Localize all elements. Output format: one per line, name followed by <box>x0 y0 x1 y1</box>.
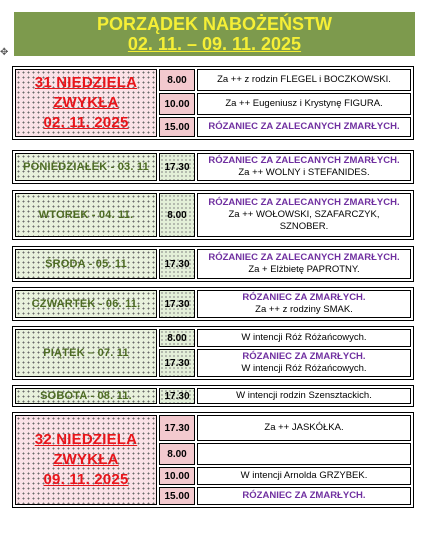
schedule-dates: 02. 11. – 09. 11. 2025 <box>127 34 302 54</box>
mass-time: 17.30 <box>159 349 195 377</box>
mass-row <box>159 329 411 347</box>
mass-time: 17.30 <box>159 153 195 181</box>
mass-intention: RÓZANIEC ZA ZALECANYCH ZMARŁYCH. Za ++ WOŁOWSKI, SZAFARCZYK, SZNOBER. <box>197 193 411 237</box>
mass-time: 8.00 <box>159 329 195 347</box>
day-block-sunday-1 <box>12 66 414 140</box>
mass-row <box>159 69 411 91</box>
mass-time: 17.30 <box>159 388 195 404</box>
mass-intention: W intencji Róż Różańcowych. <box>197 329 411 347</box>
mass-time: 8.00 <box>159 69 195 91</box>
mass-row <box>159 249 411 279</box>
mass-intention: RÓZANIEC ZA ZMARŁYCH. Za ++ z rodziny SMAK. <box>197 290 411 318</box>
day-name-line: 31 NIEDZIELA <box>34 74 138 91</box>
mass-intention: W intencji rodzin Szensztackich. <box>197 388 411 404</box>
day-name: WTOREK - 04. 11. <box>38 209 134 221</box>
day-name-line: ZWYKŁA <box>53 94 119 111</box>
day-name: PIĄTEK – 07. 11 <box>43 347 129 359</box>
mass-time: 17.30 <box>159 415 195 441</box>
mass-row <box>159 349 411 377</box>
day-date-line: 02. 11. 2025 <box>43 114 129 131</box>
mass-row <box>159 290 411 318</box>
mass-intention: Za ++ Eugeniusz i Krystynę FIGURA. <box>197 93 411 115</box>
mass-row <box>159 467 411 485</box>
day-label-cell <box>15 415 157 505</box>
day-date-line: 09. 11. 2025 <box>43 471 129 488</box>
day-name: CZWARTEK - 06. 11. <box>31 298 141 310</box>
day-label-cell <box>15 69 157 137</box>
mass-row <box>159 487 411 505</box>
mass-intention <box>197 443 411 465</box>
mass-intention: Za ++ z rodzin FLEGEL i BOCZKOWSKI. <box>197 69 411 91</box>
mass-time: 10.00 <box>159 467 195 485</box>
day-name: ŚRODA - 05. 11 <box>45 258 127 270</box>
mass-intention: RÓZANIEC ZA ZMARŁYCH. W intencji Róż Różańcowych. <box>197 349 411 377</box>
mass-row <box>159 193 411 237</box>
mass-row <box>159 388 411 404</box>
day-name-line: ZWYKŁA <box>53 451 119 468</box>
mass-time: 8.00 <box>159 193 195 237</box>
mass-time: 15.00 <box>159 117 195 137</box>
day-label-cell <box>15 329 157 377</box>
mass-time: 15.00 <box>159 487 195 505</box>
mass-intention: Za ++ JASKÓŁKA. <box>197 415 411 441</box>
day-block-thursday <box>12 287 414 321</box>
day-name: SOBOTA - 08. 11. <box>40 390 132 402</box>
mass-intention: RÓZANIEC ZA ZMARŁYCH. <box>197 487 411 505</box>
day-label-cell <box>15 193 157 237</box>
mass-time: 10.00 <box>159 93 195 115</box>
mass-intention: RÓZANIEC ZA ZALECANYCH ZMARŁYCH. Za ++ WOLNY i STEFANIDES. <box>197 153 411 181</box>
day-block-sunday-2 <box>12 412 414 508</box>
day-label-cell <box>15 388 157 404</box>
mass-row <box>159 93 411 115</box>
mass-row <box>159 443 411 465</box>
day-block-friday <box>12 326 414 380</box>
schedule-header <box>14 12 415 56</box>
mass-time: 17.30 <box>159 249 195 279</box>
mass-intention: W intencji Arnolda GRZYBEK. <box>197 467 411 485</box>
mass-time: 8.00 <box>159 443 195 465</box>
day-label-cell <box>15 153 157 181</box>
day-block-saturday <box>12 385 414 407</box>
day-label-cell <box>15 249 157 279</box>
mass-row <box>159 415 411 441</box>
mass-row <box>159 117 411 137</box>
day-label-cell <box>15 290 157 318</box>
mass-time: 17.30 <box>159 290 195 318</box>
day-block-monday <box>12 150 414 184</box>
schedule-title: PORZĄDEK NABOŻEŃSTW <box>97 14 332 34</box>
day-name: PONIEDZIAŁEK - 03. 11 <box>23 161 149 173</box>
mass-intention: RÓZANIEC ZA ZALECANYCH ZMARŁYCH. Za + Elżbietę PAPROTNY. <box>197 249 411 279</box>
day-block-wednesday <box>12 246 414 282</box>
move-handle-icon[interactable]: ✥ <box>0 47 9 58</box>
mass-intention: RÓZANIEC ZA ZALECANYCH ZMARŁYCH. <box>197 117 411 137</box>
day-block-tuesday <box>12 190 414 240</box>
mass-row <box>159 153 411 181</box>
day-name-line: 32 NIEDZIELA <box>34 431 138 448</box>
